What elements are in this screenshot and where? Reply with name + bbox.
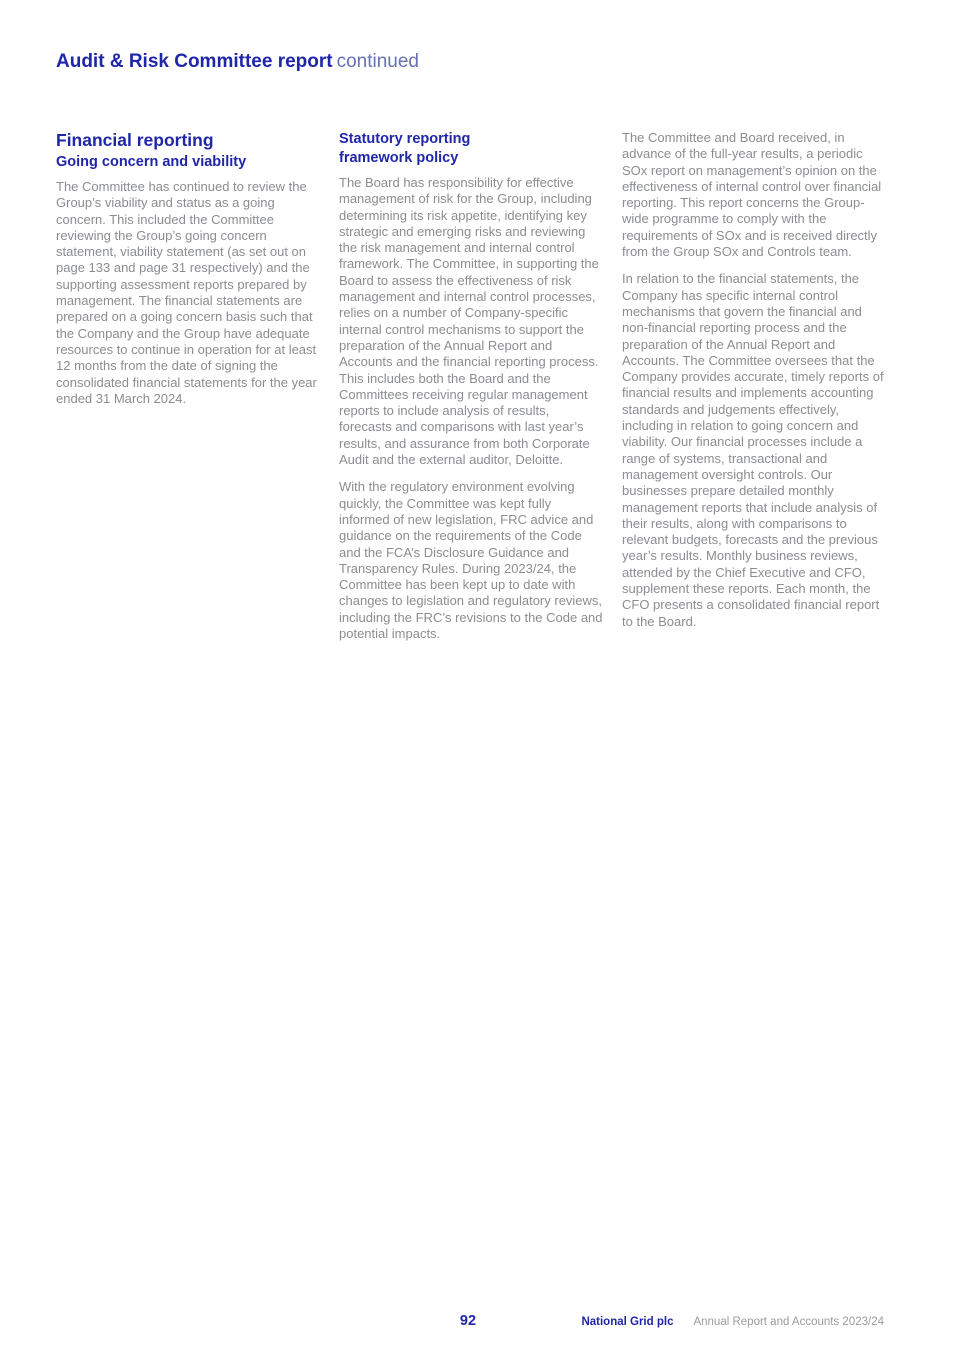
report-title <box>56 50 419 73</box>
internal-control-paragraph: In relation to the financial statements, the Company has specific internal control mechanisms that govern the financial and non-financial reporting process and the preparation of the Annual Report and Accounts. The Committee oversees that the Company provides accurate, timely reports of financial results and implements accounting standards and judgements effectively, including in relation to going concern and viability. Our financial processes include a range of systems, transactional and management oversight controls. Our businesses prepare detailed monthly management reports that include analysis of their results, along with comparisons to relevant budgets, forecasts and the previous year’s results. Monthly business reviews, attended by the Chief Executive and CFO, supplement these reports. Each month, the CFO presents a consolidated financial report to the Board. <box>622 271 884 629</box>
sox-report-paragraph: The Committee and Board received, in advance of the full-year results, a periodic SOx report on management’s opinion on the effectiveness of internal control over financial reporting. This report concerns the Group-wide programme to comply with the requirements of SOx and is received directly from the Group SOx and Controls team. <box>622 130 882 260</box>
financial-reporting-heading: Financial reporting <box>56 130 214 150</box>
going-concern-subheading: Going concern and viability <box>56 154 247 170</box>
footer-report-title: Annual Report and Accounts 2023/24 <box>693 1316 884 1328</box>
page-number: 92 <box>459 1313 477 1329</box>
going-concern-paragraph: The Committee has continued to review the Group’s viability and status as a going concern. This included the Committee reviewing the Group’s going concern statement, viability statement (as set out on page 133 and page 31 respectively) and the supporting assessment reports prepared by management. The financial statements are prepared on a going concern basis such that the Company and the Group have adequate resources to continue in operation for at least 12 months from the date of signing the consolidated financial statements for the year ended 31 March 2024. <box>56 179 317 406</box>
report-title-continued: continued <box>336 51 419 72</box>
statutory-reporting-paragraph-2: With the regulatory environment evolving quickly, the Committee was kept fully informed of new legislation, FRC advice and guidance on the requirements of the Code and the FCA’s Disclosure Guidance and Transparency Rules. During 2023/24, the Committee has been kept up to date with changes to legislation and regulatory reviews, including the FRC’s revisions to the Code and potential impacts. <box>339 479 603 642</box>
column-financial-reporting <box>56 130 320 653</box>
footer-company-name: National Grid plc <box>581 1316 674 1328</box>
page-footer <box>581 1316 884 1328</box>
page-header <box>56 50 419 73</box>
column-statutory-reporting <box>339 130 603 653</box>
content-columns <box>56 130 886 653</box>
statutory-reporting-paragraph-1: The Board has responsibility for effective management of risk for the Group, including determining its risk appetite, identifying key strategic and emerging risks and reviewing the risk management and internal control framework. The Committee, in supporting the Board to assess the effectiveness of risk management and internal control processes, relies on a number of Company-specific internal control mechanisms to support the preparation of the Annual Report and Accounts and the financial reporting process. This includes both the Board and the Committees receiving regular management reports to include analysis of results, forecasts and comparisons with last year’s results, and assurance from both Corporate Audit and the external auditor, Deloitte. <box>339 175 599 468</box>
statutory-reporting-heading: Statutory reporting framework policy <box>339 131 471 166</box>
report-title-main: Audit & Risk Committee report <box>56 51 333 72</box>
column-sox-controls <box>622 130 886 653</box>
